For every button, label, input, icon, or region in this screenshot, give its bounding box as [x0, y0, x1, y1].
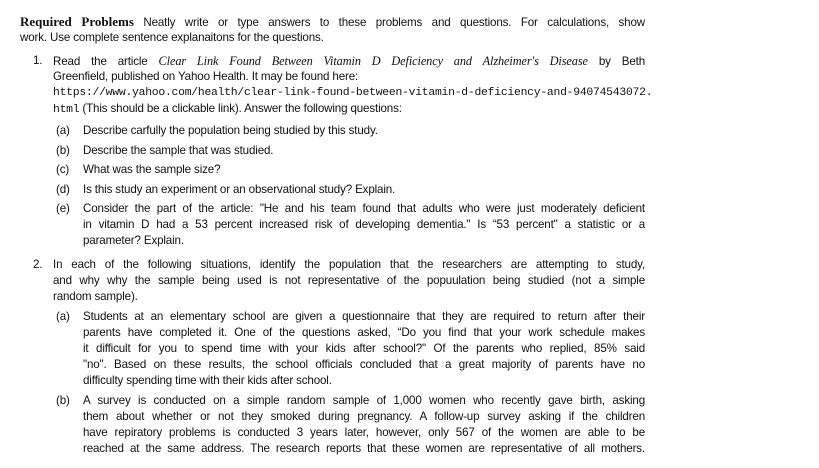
problem-1: 1. Read the article Clear Link Found Between Vitamin D Deficiency and Alzheimer's Disease by Beth Greenfield, published on Yahoo Health. It may be found here: https://www.yahoo.com/health/clear-link-found-between-vitamin-d-deficiency-and-94074543072. html (This should be a clickable link). Answer the following questions: (a) Describe carfully the population being studied by this study. (b) Describe the sample that was studied. (c) What was the sample size? (d) Is this study an experiment or an observational study? Explain. (e) Consider the part of the article: "He and his team found that adults who were just moderately deficient in vitamin D had a 53 percent increased risk of developing dementia." Is “53 percent" a statistic or a parameter? Explain.	[33, 54, 653, 247]
part-e: (e) Consider the part of the article: "He and his team found that adults who were just moderately deficient in vitamin D had a 53 percent increased risk of developing dementia." Is “53 percent" a statistic or a parameter? Explain.	[56, 202, 645, 247]
part-b: (b) Describe the sample that was studied.	[56, 143, 274, 157]
part-a: (a) Students at an elementary school are given a questionnaire that they are required to return after their parents have completed it. One of the questions asked, “Do you find that your work schedule makes it difficult for you to spend time with your kids after school?" Of the parents who replied, 85% said "no". Based on these results, the school officials concluded that a great majority of parents have no difficulty spending time with their kids after school.	[56, 310, 645, 387]
problem-2-parts	[56, 309, 645, 457]
article-url[interactable]: https://www.yahoo.com/health/clear-link-found-between-vitamin-d-deficiency-and-94074543072.	[53, 87, 653, 99]
part-c: (c) What was the sample size?	[56, 163, 221, 176]
part-a: (a) Describe carfully the population being studied by this study.	[56, 124, 378, 137]
part-b: (b) A survey is conducted on a simple random sample of 1,000 women who recently gave birth, asking them about whether or not they smoked during pregnancy. A follow-up survey asking if the children have repiratory problems is conducted 3 years later, however, only 567 of the women are able to be reached at the same address. The research reports that these women are representative of all mothers.	[56, 393, 645, 455]
section-heading: Required Problems	[20, 14, 134, 29]
instructions-line: Required Problems Neatly write or type answers to these problems and questions. For calculations, show	[20, 14, 645, 29]
problem-number: 1.	[33, 54, 43, 67]
problem-1-parts	[56, 123, 645, 249]
problem-line: Greenfield, published on Yahoo Health. It may be found here:	[53, 70, 359, 83]
instructions-line: work. Use complete sentence explanaitons for the questions.	[20, 31, 324, 44]
problem-number: 2.	[33, 258, 43, 271]
instructions	[20, 14, 645, 46]
article-title: Clear Link Found Between Vitamin D Deficiency and Alzheimer's Disease	[158, 54, 588, 68]
part-d: (d) Is this study an experiment or an observational study? Explain.	[56, 182, 396, 196]
problem-line: Read the article Clear Link Found Between Vitamin D Deficiency and Alzheimer's Disease by Beth	[53, 54, 645, 68]
article-url-cont[interactable]: html	[53, 104, 80, 116]
problem-2: 2. In each of the following situations, identify the population that the researchers are attempting to study, and why why the sample being used is not representative of the popuulation being studied (not a simple random sample). (a) Students at an elementary school are given a questionnaire that they are required to return after their parents have completed it. One of the questions asked, “Do you find that your work schedule makes it difficult for you to spend time with your kids after school?" Of the parents who replied, 85% said "no". Based on these results, the school officials concluded that a great majority of parents have no difficulty spending time with their kids after school. (b) A survey is conducted on a simple random sample of 1,000 women who recently gave birth, asking them about whether or not they smoked during pregnancy. A follow-up survey asking if the children have repiratory problems is conducted 3 years later, however, only 567 of the women are able to be reached at the same address. The research reports that these women are representative of all mothers.	[33, 258, 645, 455]
